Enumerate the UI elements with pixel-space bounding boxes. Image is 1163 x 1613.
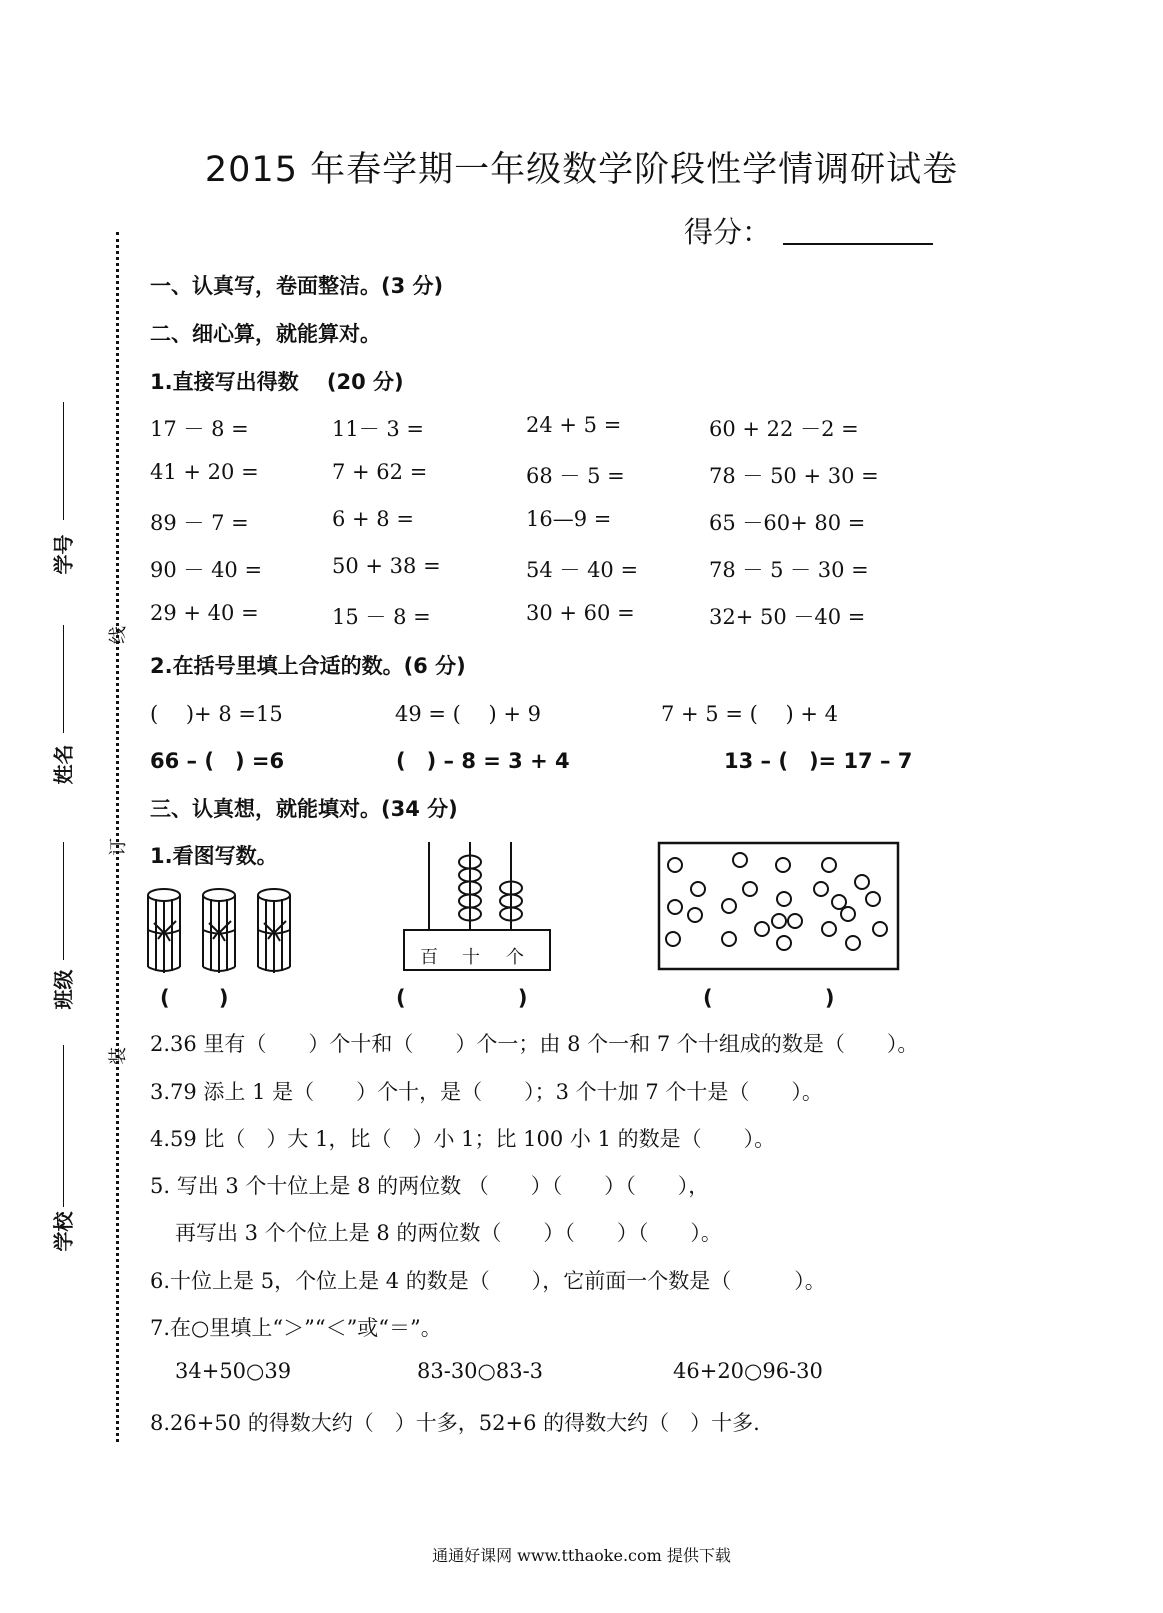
question-2-text: 2.36 里有（ ）个十和（ ）个一；由 8 个一和 7 个十组成的数是（ ）。 (150, 1032, 919, 1056)
section-3-heading: 三、认真想，就能填对。(34 分) (150, 797, 458, 821)
question-5-text: 5. 写出 3 个十位上是 8 的两位数 （ ）（ ）（ ）， (150, 1174, 710, 1198)
stick-bundle-icon (148, 889, 180, 973)
arith-item: 29 + 40 = (150, 601, 259, 625)
arith-item: 90 － 40 = (150, 558, 263, 582)
question-4-text: 4.59 比（ ）大 1，比（ ）小 1；比 100 小 1 的数是（ ）。 (150, 1127, 776, 1151)
answer-blank-abacus[interactable]: ( ) (396, 986, 528, 1010)
arith-item: 7 + 62 = (332, 460, 428, 484)
school-label: 学校 (51, 1211, 76, 1252)
question-5-text-continued: 再写出 3 个个位上是 8 的两位数（ ）（ ）（ ）。 (175, 1221, 722, 1245)
school-blank (63, 1045, 64, 1207)
arith-item: 65 －60+ 80 = (709, 511, 866, 535)
score-label: 得分： (684, 215, 772, 249)
arith-item: 78 － 5 － 30 = (709, 558, 869, 582)
arith-item: 50 + 38 = (332, 554, 441, 578)
arith-item: 30 + 60 = (526, 601, 635, 625)
arith-item: 6 + 8 = (332, 507, 414, 531)
arith-item: 68 － 5 = (526, 464, 625, 488)
stick-bundles-picture (140, 885, 310, 980)
binding-mark-line: 线 (108, 626, 129, 644)
question-6-text: 6.十位上是 5，个位上是 4 的数是（ ），它前面一个数是（ ）。 (150, 1269, 826, 1293)
footer-credit: 通通好课网 www.tthaoke.com 提供下载 (432, 1546, 731, 1565)
compare-item: 34+50○39 (175, 1359, 292, 1383)
arith-item: 54 － 40 = (526, 558, 639, 582)
section-1-heading: 一、认真写，卷面整洁。(3 分) (150, 274, 444, 298)
question-1-heading: 1.直接写出得数 (20 分) (150, 370, 404, 394)
question-3-text: 3.79 添上 1 是（ ）个十，是（ ）；3 个十加 7 个十是（ ）。 (150, 1080, 823, 1104)
arith-item: 41 + 20 = (150, 460, 259, 484)
abacus-ones-label: 个 (506, 947, 524, 968)
fill-item: ( )+ 8 =15 (150, 702, 283, 726)
fill-item: 66 – ( ) =6 (150, 749, 285, 773)
arith-item: 17 － 8 = (150, 417, 249, 441)
arith-item: 24 + 5 = (526, 413, 622, 437)
arith-item: 16—9 = (526, 507, 612, 531)
question-7-text: 7.在○里填上“＞”“＜”或“＝”。 (150, 1316, 442, 1340)
compare-item: 46+20○96-30 (673, 1359, 823, 1383)
name-label: 姓名 (51, 744, 76, 785)
section-2-heading: 二、细心算，就能算对。 (150, 322, 381, 346)
binding-dotted-line (116, 232, 119, 1442)
question-8-text: 8.26+50 的得数大约（ ）十多，52+6 的得数大约（ ）十多. (150, 1411, 760, 1435)
arith-item: 15 － 8 = (332, 605, 431, 629)
stick-bundle-icon (203, 889, 235, 973)
student-id-label: 学号 (51, 534, 76, 575)
stick-bundle-icon (258, 889, 290, 973)
fill-item: ( ) – 8 = 3 + 4 (396, 749, 570, 773)
fill-item: 13 – ( )= 17 – 7 (724, 749, 913, 773)
binding-mark-staple: 订 (108, 838, 129, 856)
abacus-tens-label: 十 (462, 947, 480, 968)
fill-item: 49 = ( ) + 9 (395, 702, 542, 726)
compare-item: 83-30○83-3 (417, 1359, 544, 1383)
arith-item: 60 + 22 －2 = (709, 417, 859, 441)
arith-item: 78 － 50 + 30 = (709, 464, 879, 488)
answer-blank-sticks[interactable]: ( ) (160, 986, 229, 1010)
class-blank (63, 842, 64, 960)
question-3-1-heading: 1.看图写数。 (150, 844, 278, 868)
circles-box-picture (658, 842, 900, 972)
student-id-blank (63, 402, 64, 520)
score-blank (783, 243, 933, 245)
arith-item: 32+ 50 －40 = (709, 605, 866, 629)
binding-mark-bind: 装 (108, 1047, 129, 1065)
answer-blank-circles[interactable]: ( ) (703, 986, 835, 1010)
abacus-hundreds-label: 百 (420, 947, 438, 968)
question-2-heading: 2.在括号里填上合适的数。(6 分) (150, 654, 466, 678)
page-title: 2015 年春学期一年级数学阶段性学情调研试卷 (204, 150, 959, 190)
name-blank (63, 625, 64, 733)
arith-item: 11－ 3 = (332, 417, 425, 441)
class-label: 班级 (51, 969, 76, 1010)
fill-item: 7 + 5 = ( ) + 4 (661, 702, 838, 726)
arith-item: 89 － 7 = (150, 511, 249, 535)
